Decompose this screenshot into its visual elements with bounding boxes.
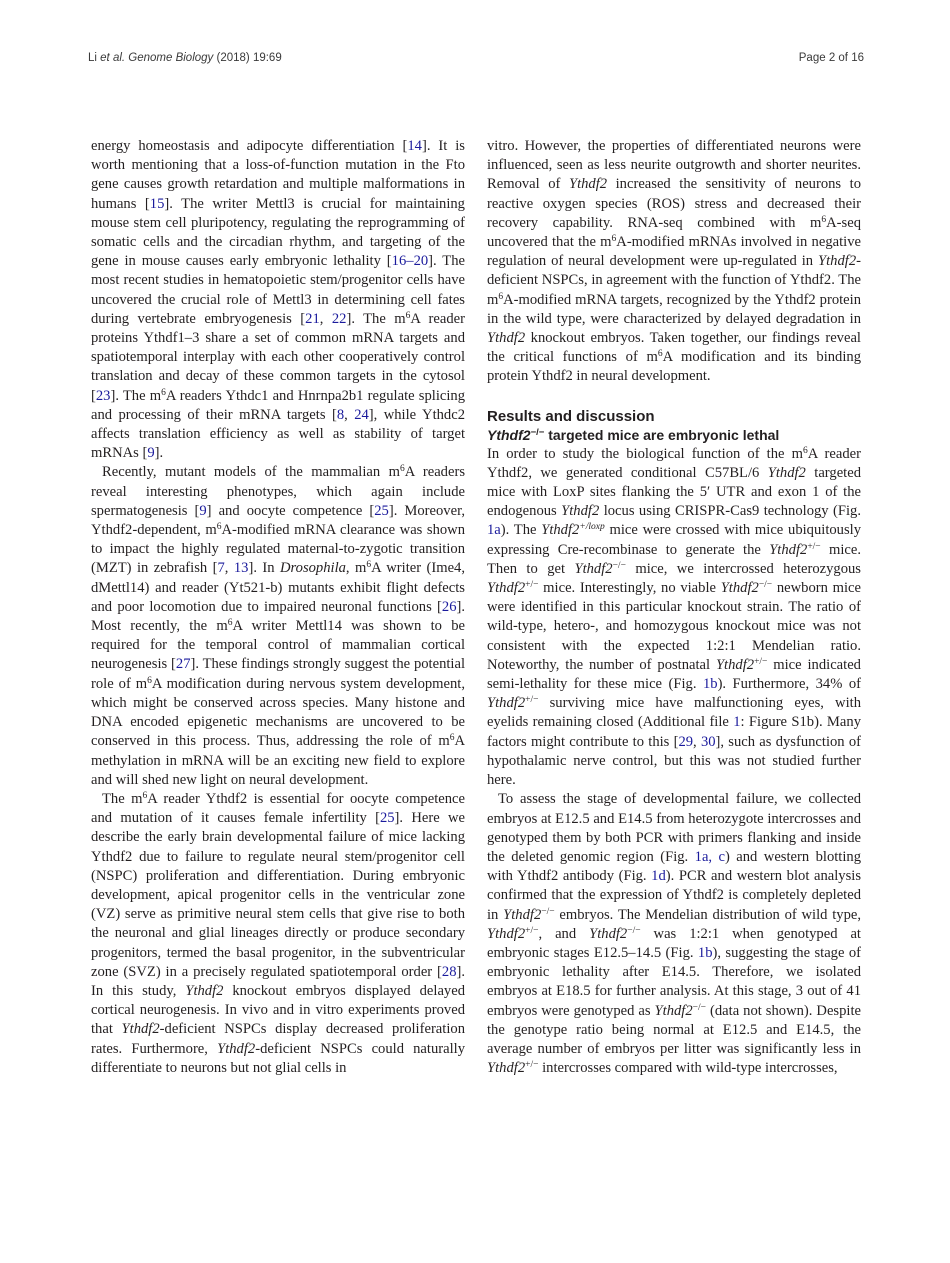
left-column	[91, 137, 465, 1078]
page-number: Page 2 of 16	[798, 52, 864, 64]
superscript: 6	[405, 310, 411, 321]
body-paragraph-left-2: The $m^6A$ reader Ythdf2 is essential for oocyte competence and mutation of it causes female infertility [25]. Here we describe the early brain developmental failure of mice lacking Ythdf2 due to failure to regulate neural stem/progenitor cell (NSPC) proliferation and differentiation. During embryonic development, apical progenitor cells in the ventricular zone (VZ) serve as primitive neural stem cells that give rise to both the neuronal and glial lineages directly or produce secondary progenitors, termed the basal progenitor, in the subventricular zone (SVZ) in a precisely regulated spatiotemporal order [28]. In this study, Ythdf2 knockout embryos displayed delayed cortical neurogenesis. In vivo and in vitro experiments proved that Ythdf2-deficient NSPCs display decreased proliferation rates. Furthermore, Ythdf2-deficient NSPCs could naturally differentiate to neurons but not glial cells in	[91, 790, 465, 1076]
superscript: 6	[216, 522, 222, 533]
citation-link[interactable]: 27	[175, 656, 191, 673]
citation-link[interactable]: 1b	[702, 676, 718, 693]
italic-term: Ythdf2	[720, 580, 759, 597]
citation-link[interactable]: 1a, c	[694, 848, 725, 865]
citation-link[interactable]: 25	[374, 502, 389, 519]
italic-term: Ythdf2	[654, 1002, 693, 1019]
citation-link[interactable]: 24	[354, 406, 369, 423]
italic-term: Ythdf2	[185, 982, 224, 999]
superscript: −/−	[541, 906, 555, 917]
superscript: +/−	[525, 695, 539, 706]
superscript: −/−	[627, 925, 641, 936]
superscript: 6	[449, 733, 455, 744]
citation-link[interactable]: 15	[149, 195, 165, 212]
italic-term: Ythdf2	[487, 695, 526, 712]
italic-term: Ythdf2	[568, 176, 608, 193]
body-paragraph-right-1: To assess the stage of developmental failure, we collected embryos at E12.5 and E14.5 from heterozygote intercrosses and genotyped them by both PCR with primers flanking and inside the deleted genomic region (Fig. 1a, c) and western blotting with Ythdf2 antibody (Fig. 1d). PCR and western blot analysis confirmed that the expression of Ythdf2 is completely depleted in Ythdf2−/− embryos. The Mendelian distribution of wild type, Ythdf2+/−, and Ythdf2−/− was 1:2:1 when genotyped at embryonic stages E12.5–14.5 (Fig. 1b), suggesting the stage of embryonic lethality after E14.5. Therefore, we isolated embryos at E18.5 for further analysis. At this stage, 3 out of 41 embryos were genotyped as Ythdf2−/− (data not shown). Despite the genotype ratio being normal at E12.5 and E14.5, the average number of embryos per litter was significantly less in Ythdf2+/− intercrosses compared with wild-type intercrosses,	[487, 791, 862, 1077]
citation-link[interactable]: 22	[331, 310, 347, 327]
body-paragraph-left-1: Recently, mutant models of the mammalian $m^6A$ readers reveal interesting phenotypes, which again include spermatogenesis [9] and oocyte competence [25]. Moreover, Ythdf2-dependent, $m^6A$-modified mRNA clearance was shown to impact the highly regulated maternal-to-zygotic transition (MZT) in zebrafish [7, 13]. In Drosophila, $m^6A$ writer (Ime4, dMettl14) and reader (Yt521-b) mutants exhibit flight defects and poor locomotion due to impaired neuronal functions [26]. Most recently, the $m^6A$ writer Mettl14 was shown to be required for the temporal control of mammalian cortical neurogenesis [27]. These findings strongly suggest the potential role of $m^6A$ modification during nervous system development, which might be conserved across species. Many histone and DNA encoded epigenetic mechanisms are uncovered to be conserved in this process. Thus, addressing the role of $m^6A$ methylation in mRNA will be an exciting new field to explore and will shed new light on neural development.	[91, 464, 466, 788]
superscript: 6	[142, 790, 148, 801]
header-citation	[88, 52, 282, 64]
superscript: +/−	[525, 925, 539, 936]
body-paragraph-right-intro: vitro. However, the properties of differentiated neurons were influenced, seen as less neurite outgrowth and shorter neurites. Removal of Ythdf2 increased the sensitivity of neurons to reactive oxygen species (ROS) stress and decreased their recovery capability. RNA-seq combined with $m^6A$-seq uncovered that the $m^6A$-modified mRNAs involved in negative regulation of neural development were up-regulated in Ythdf2-deficient NSPCs, in agreement with the function of Ythdf2. The $m^6A$-modified mRNA targets, recognized by the Ythdf2 protein in the wild type, were characterized by delayed degradation in Ythdf2 knockout embryos. Taken together, our findings reveal the critical functions of $m^6A$ modification and its binding protein Ythdf2 in neural development.	[487, 138, 861, 385]
superscript: −/−	[612, 560, 626, 571]
italic-term: Ythdf2	[487, 580, 526, 597]
section-heading: Results and discussion	[487, 407, 655, 425]
italic-term: Ythdf2	[769, 541, 808, 558]
superscript: 6	[821, 214, 827, 225]
subsection-rest: targeted mice are embryonic lethal	[544, 426, 780, 443]
body-paragraph-left-0: energy homeostasis and adipocyte differentiation [14]. It is worth mentioning that a loss-of-function mutation in the Fto gene causes growth retardation and multiple malformations in humans [15]. The writer Mettl3 is crucial for maintaining mouse stem cell pluripotency, regulating the reprogramming of somatic cells and the circadian rhythm, and targeting of the gene in mouse causes early embryonic lethality [16–20]. The most recent studies in hematopoietic stem/progenitor cells have uncovered the crucial role of Mettl3 in determining cell fates during vertebrate embryogenesis [21, 22]. The $m^6A$ reader proteins Ythdf1–3 share a set of common mRNA targets and spatiotemporal interplay with each other cooperatively control translation and decay of these common targets in the cytosol [23]. The $m^6A$ readers Ythdc1 and Hnrnpa2b1 regulate splicing and processing of their mRNA targets [8, 24], while Ythdc2 affects translation efficiency as well as stability of target mRNAs [9].	[91, 138, 465, 462]
italic-term: Ythdf2	[589, 925, 628, 942]
citation-link[interactable]: 9	[147, 445, 155, 462]
italic-term: Ythdf2	[487, 330, 526, 347]
italic-term: Ythdf2	[121, 1021, 160, 1038]
italic-term: Ythdf2	[217, 1040, 256, 1057]
citation-link[interactable]: 29	[678, 733, 694, 750]
subsection-gene: Ythdf2	[487, 426, 531, 443]
superscript: −/−	[692, 1002, 707, 1013]
superscript: 6	[611, 234, 617, 245]
superscript: −/−	[758, 580, 773, 591]
header-journal: et al. Genome Biology	[100, 52, 214, 64]
italic-term: Ythdf2	[574, 560, 613, 577]
italic-term: Ythdf2	[487, 925, 526, 942]
subsection-genotype: −/−	[530, 426, 545, 438]
citation-link[interactable]: 21	[305, 310, 320, 327]
italic-term: Ythdf2	[818, 253, 857, 270]
citation-link[interactable]: 26	[441, 598, 457, 615]
citation-link[interactable]: 13	[233, 560, 249, 577]
citation-link[interactable]: 16–20	[391, 253, 429, 270]
italic-term: Drosophila	[279, 560, 346, 577]
subsection-heading	[487, 426, 861, 445]
superscript: 6	[366, 560, 372, 571]
citation-link[interactable]: 25	[379, 810, 395, 827]
citation-link[interactable]: 14	[407, 138, 422, 154]
citation-link[interactable]: 23	[95, 387, 111, 404]
body-paragraph-right-0: In order to study the biological function of the $m^6A$ reader Ythdf2, we generated conditional C57BL/6 Ythdf2 targeted mice with LoxP sites flanking the 5′ UTR and exon 1 of the endogenous Ythdf2 locus using CRISPR-Cas9 technology (Fig. 1a). The $Ythdf2^{+/loxp}$ mice were crossed with mice ubiquitously expressing Cre-recombinase to generate the Ythdf2+/− mice. Then to get Ythdf2−/− mice, we intercrossed heterozygous Ythdf2+/− mice. Interestingly, no viable Ythdf2−/− newborn mice were identified in this particular knockout strain. The ratio of wild-type, hetero-, and homozygous knockout mice was not consistent with the expected 1:2:1 Mendelian ratio. Noteworthy, the number of postnatal Ythdf2+/− mice indicated semi-lethality for these mice (Fig. 1b). Furthermore, 34% of Ythdf2+/− surviving mice have malfunctioning eyes, with eyelids remaining closed (Additional file 1: Figure S1b). Many factors might contribute to this [29, 30], such as dysfunction of hypothalamic nerve control, but this was not studied further here.	[487, 445, 862, 789]
citation-link[interactable]: 1	[733, 714, 741, 731]
citation-link[interactable]: 7	[217, 560, 225, 577]
italic-term: Ythdf2	[715, 656, 755, 673]
superscript: +/−	[754, 656, 768, 667]
header-volume: (2018) 19:69	[213, 52, 282, 64]
citation-link[interactable]: 9	[199, 502, 207, 519]
superscript: 6	[657, 349, 663, 360]
italic-term: Ythdf2	[541, 522, 580, 539]
superscript: +/−	[525, 580, 539, 591]
superscript: 6	[147, 675, 152, 686]
citation-link[interactable]: 1d	[651, 868, 666, 885]
superscript: +/loxp	[579, 522, 605, 533]
italic-term: Ythdf2	[561, 503, 600, 520]
intro-paragraph-container	[487, 137, 861, 387]
italic-term: Ythdf2	[767, 464, 806, 481]
superscript: +/−	[807, 541, 821, 552]
italic-term: Ythdf2	[503, 906, 542, 923]
header-author: Li	[88, 52, 101, 64]
superscript: +/−	[525, 1060, 539, 1071]
citation-link[interactable]: 1b	[697, 944, 713, 961]
results-paragraphs	[487, 445, 861, 1079]
citation-link[interactable]: 8	[336, 406, 345, 423]
superscript: 6	[802, 445, 808, 456]
citation-link[interactable]: 30	[700, 733, 716, 750]
superscript: 6	[498, 291, 504, 302]
superscript: 6	[227, 618, 233, 629]
right-column	[487, 137, 861, 1078]
italic-term: Ythdf2	[487, 1060, 526, 1077]
superscript: 6	[399, 464, 405, 475]
citation-link[interactable]: 28	[441, 963, 457, 980]
citation-link[interactable]: 1a	[487, 522, 501, 539]
running-header	[88, 52, 864, 70]
superscript: 6	[161, 387, 166, 398]
